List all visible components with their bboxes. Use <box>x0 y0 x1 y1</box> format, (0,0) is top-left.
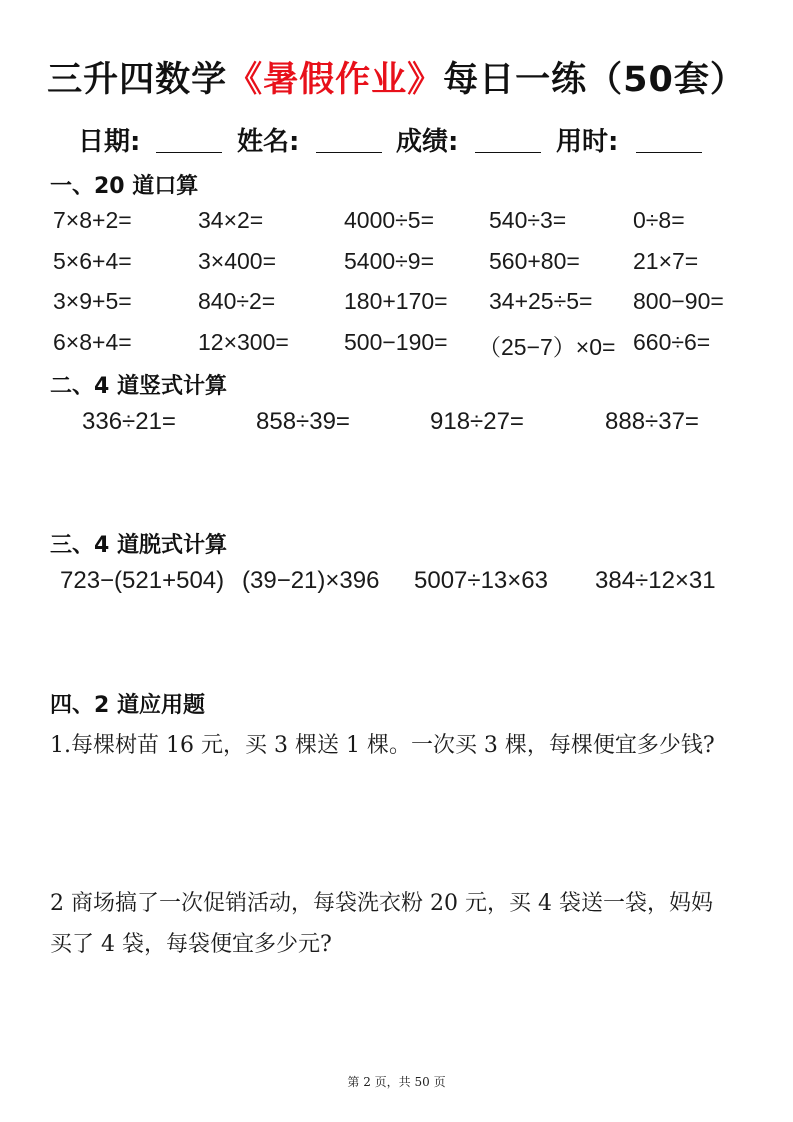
vertical-item: 336÷21= <box>82 408 176 435</box>
date-blank[interactable] <box>156 152 222 153</box>
oral-item: 34×2= <box>198 207 264 233</box>
oral-item: 7×8+2= <box>53 207 132 233</box>
oral-item: 12×300= <box>198 329 289 355</box>
vertical-item: 918÷27= <box>430 408 524 435</box>
vertical-item: 858÷39= <box>256 408 350 435</box>
section-heading-word-problems: 四、2 道应用题 <box>50 693 205 718</box>
oral-item: 3×400= <box>198 248 277 274</box>
word-problem-2-line-1: 2 商场搞了一次促销活动，每袋洗衣粉 20 元，买 4 袋送一袋，妈妈 <box>50 891 713 916</box>
title-suffix: 每日一练（50套） <box>443 60 746 100</box>
name-blank[interactable] <box>316 152 382 153</box>
word-problem-1: 1.每棵树苗 16 元，买 3 棵送 1 棵。一次买 3 棵，每棵便宜多少钱? <box>50 733 715 758</box>
oral-item: 500−190= <box>344 329 448 355</box>
oral-item: 840÷2= <box>198 288 276 314</box>
oral-item: （25−7）×0= <box>478 334 616 360</box>
time-label: 用时: <box>556 127 619 157</box>
name-label: 姓名: <box>237 127 300 157</box>
stepwise-item: 384÷12×31 <box>595 567 716 594</box>
section-heading-stepwise: 三、4 道脱式计算 <box>50 533 227 558</box>
oral-item: 34+25÷5= <box>489 288 593 314</box>
stepwise-item: 723−(521+504) <box>60 567 225 594</box>
time-blank[interactable] <box>636 152 702 153</box>
word-problem-2-line-2: 买了 4 袋，每袋便宜多少元? <box>50 932 332 957</box>
title-highlight: 《暑假作业》 <box>227 60 444 100</box>
oral-item: 21×7= <box>633 248 699 274</box>
page-title <box>0 52 793 102</box>
oral-item: 560+80= <box>489 248 580 274</box>
date-label: 日期: <box>78 127 141 157</box>
oral-item: 540÷3= <box>489 207 567 233</box>
score-blank[interactable] <box>475 152 541 153</box>
oral-item: 5×6+4= <box>53 248 132 274</box>
stepwise-item: (39−21)×396 <box>242 567 380 594</box>
oral-item: 660÷6= <box>633 329 711 355</box>
score-label: 成绩: <box>396 127 459 157</box>
vertical-item: 888÷37= <box>605 408 699 435</box>
stepwise-item: 5007÷13×63 <box>414 567 548 594</box>
page-footer: 第 2 页，共 50 页 <box>347 1075 446 1089</box>
oral-item: 800−90= <box>633 288 724 314</box>
oral-item: 5400÷9= <box>344 248 435 274</box>
oral-item: 0÷8= <box>633 207 685 233</box>
section-heading-vertical: 二、4 道竖式计算 <box>50 374 227 399</box>
oral-item: 3×9+5= <box>53 288 132 314</box>
oral-item: 6×8+4= <box>53 329 132 355</box>
section-heading-oral: 一、20 道口算 <box>50 174 199 199</box>
title-prefix: 三升四数学 <box>47 60 228 100</box>
oral-item: 180+170= <box>344 288 448 314</box>
oral-item: 4000÷5= <box>344 207 435 233</box>
